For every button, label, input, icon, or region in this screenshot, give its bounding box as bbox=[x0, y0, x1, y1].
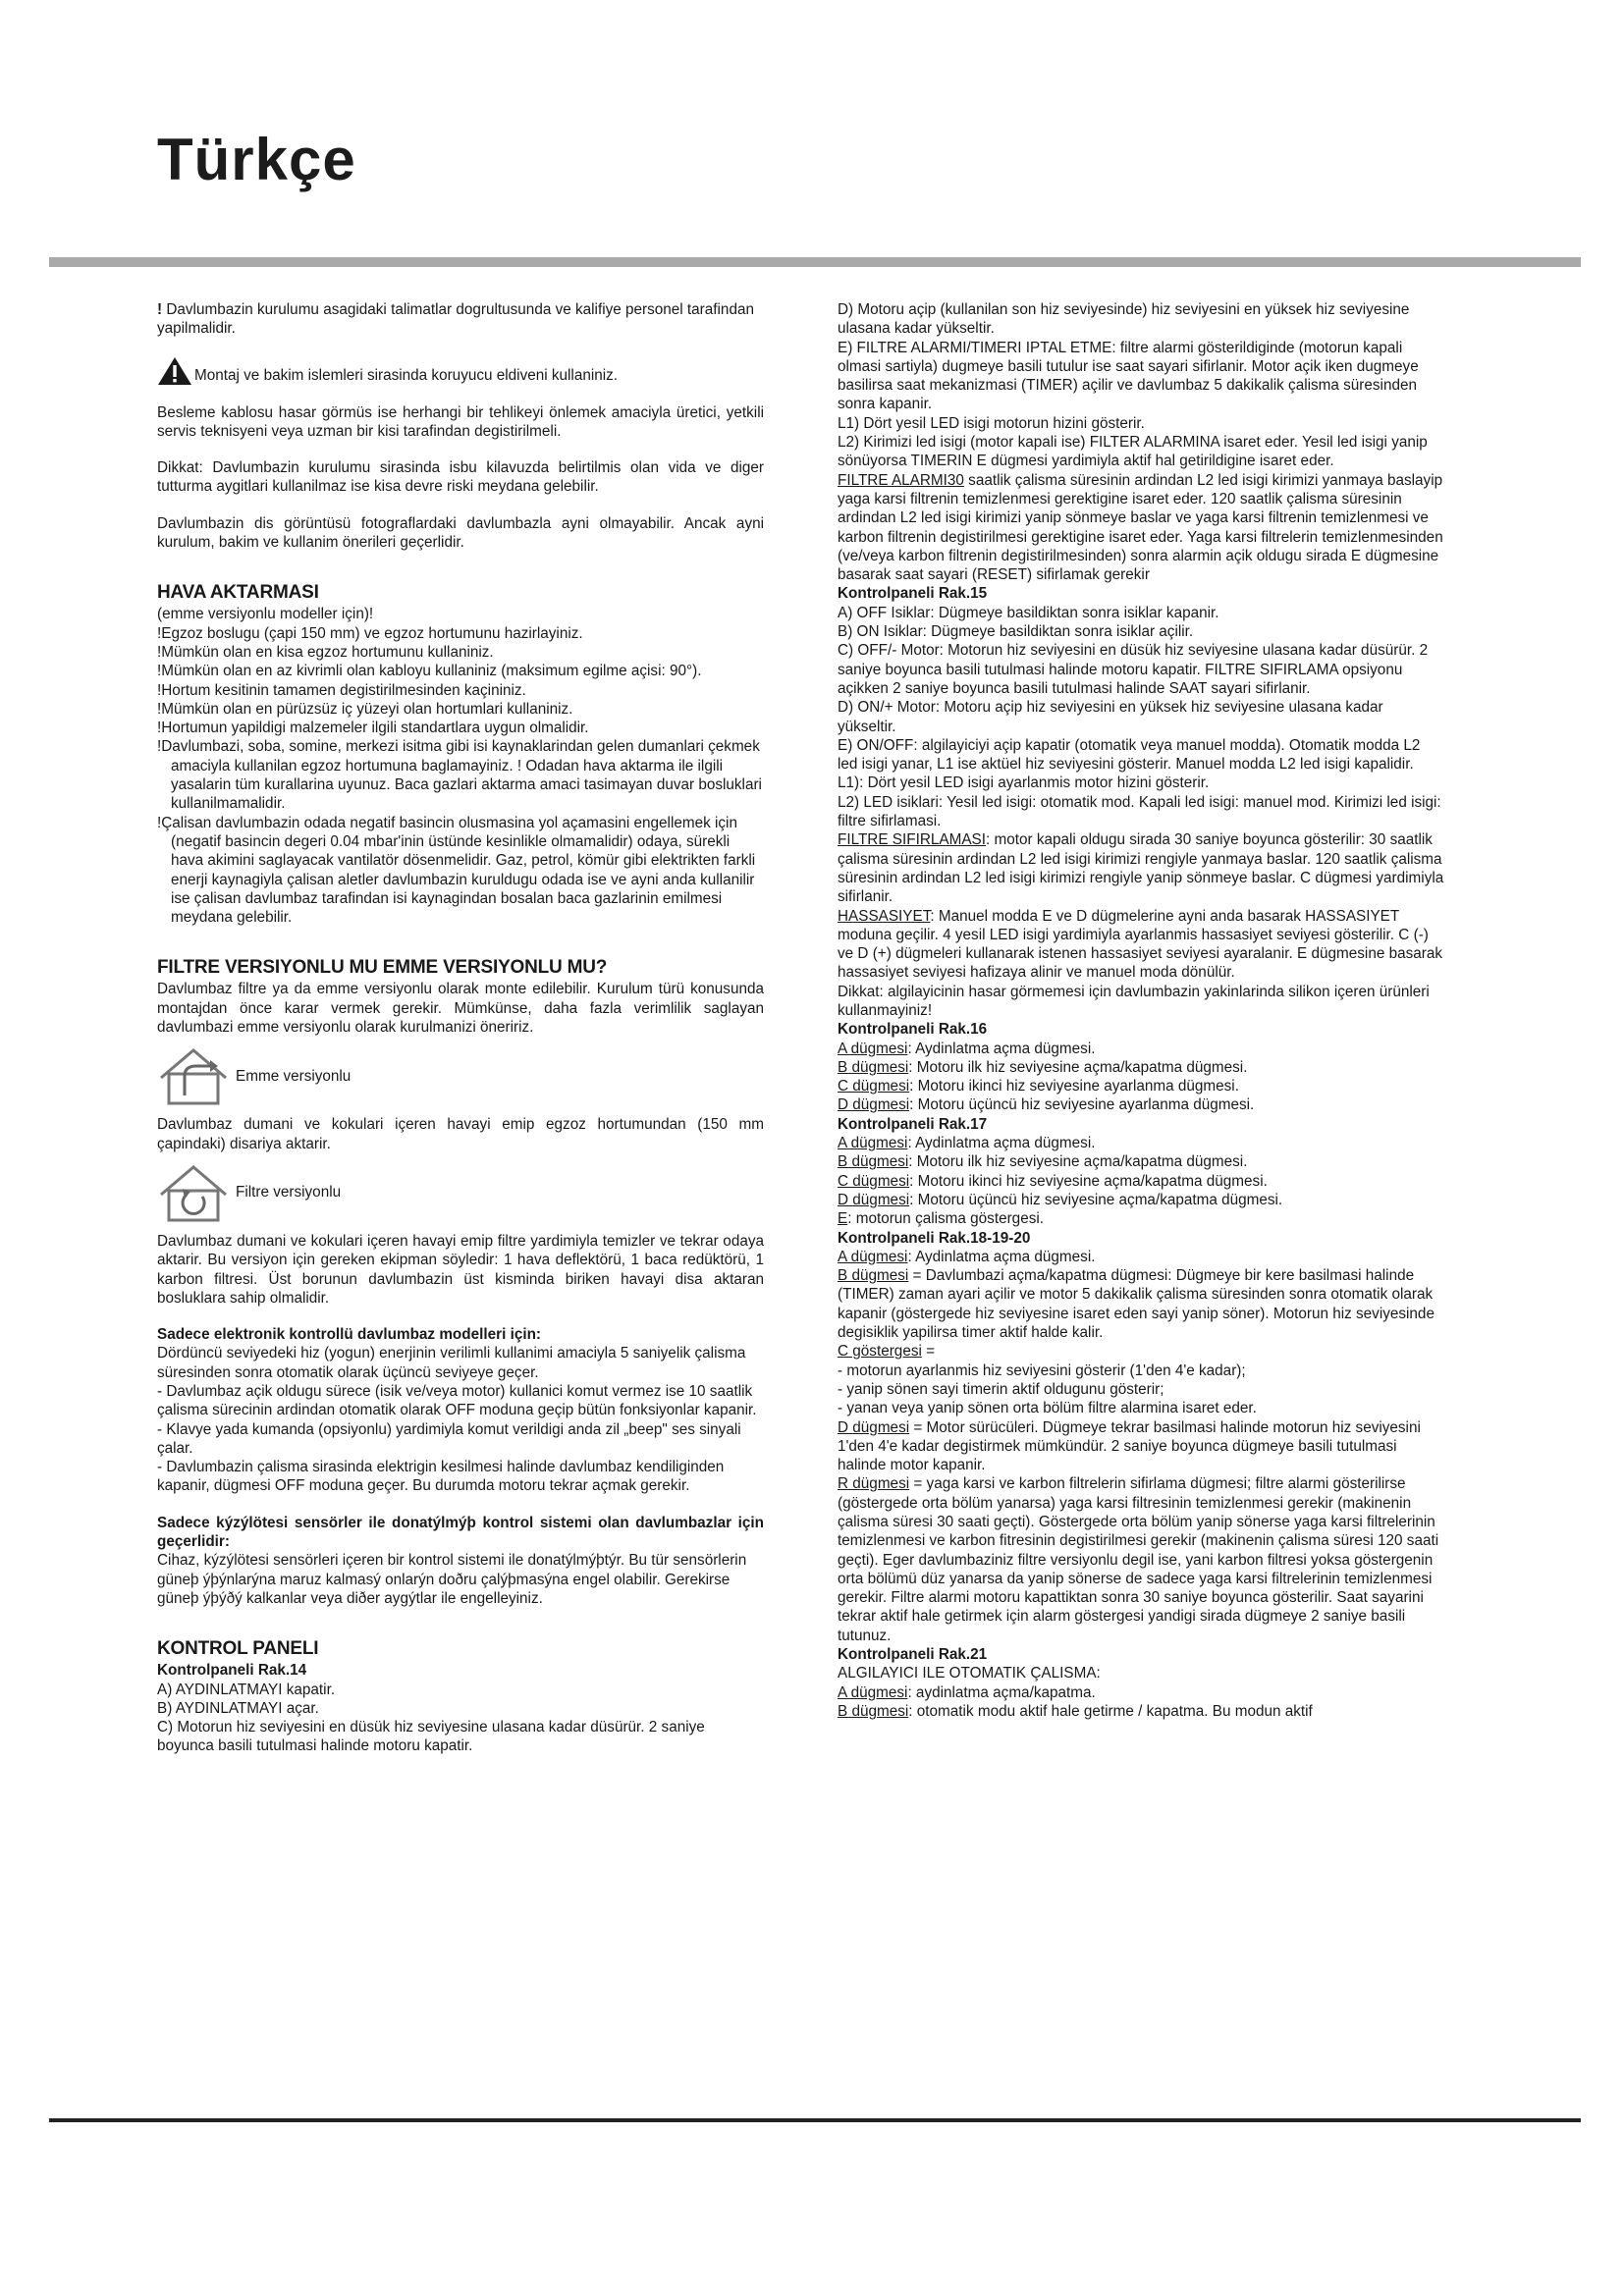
kp15-line: L1): Dört yesil LED isigi ayarlanmis motor hizini gösterir. bbox=[838, 774, 1210, 792]
kp18-a-line: A dügmesi: Aydinlatma açma dügmesi. bbox=[838, 1248, 1096, 1265]
hava-item: !Hortum kesitinin tamamen degistirilmesinden kaçininiz. bbox=[157, 681, 526, 699]
kp18-c-item: - motorun ayarlanmis hiz seviyesini gösterir (1'den 4'e kadar); bbox=[838, 1362, 1246, 1379]
kp15-line: B) ON Isiklar: Dügmeye basildiktan sonra isiklar açilir. bbox=[838, 623, 1194, 641]
emme-version-row bbox=[157, 1044, 764, 1107]
emme-version-label: Emme versiyonlu bbox=[236, 1067, 352, 1085]
kp18-c-item: - yanan veya yanip sönen orta bölüm filtre alarmina isaret eder. bbox=[838, 1400, 1257, 1417]
filter-reset-paragraph: FILTRE SIFIRLAMASI: motor kapali oldugu sirada 30 saniye boyunca gösterilir: 30 saatlik çalisma süresinin ardindan L2 led isigi kirimizi rengiyle yanmaya baslar. 120 saatlik çalisma süresinin ardindan L2 led isigi kirimizi rengiyle yanip sönmeye baslar. C dügmesi yardimiyla sifirlanir. bbox=[838, 831, 1444, 906]
left-column bbox=[157, 300, 764, 1756]
filtre-intro: Davlumbaz filtre ya da emme versiyonlu olarak monte edilebilir. Kurulum türü konusunda montajdan önce karar vermek gerekir. Mümkünse, daha fazla verimlilik saglayan davlumbazi emme versiyonlu olarak kurulmanizi öneririz. bbox=[157, 981, 764, 1037]
bottom-divider bbox=[49, 2118, 1581, 2122]
hava-item: !Çalisan davlumbazin odada negatif basincin olusmasina yol açamasini engellemek için (negatif basincin degeri 0.04 mbar'inin üstünde kesinlikle olmamalidir) odaya, sürekli hava akimini saglayacak vantilatör dösenmelidir. Gaz, petrol, kömür gibi elektrikten farkli enerji kaynagiyla çalisan aletler davlumbazin kuruldugu odada ise ve ayni anda kullanilir ise çalisan davlumbaz tarafindan isi kaynagindan bosalan baca gazlarinin emilmesi meydana gelebilir. bbox=[157, 814, 756, 927]
kp16-line: D dügmesi: Motoru üçüncü hiz seviyesine ayarlanma dügmesi. bbox=[838, 1096, 1255, 1114]
hava-item: !Davlumbazi, soba, somine, merkezi isitma gibi isi kaynaklarindan gelen dumanlari çekmek amaciyla kullanilan egzoz hortumuna baglamayiniz. ! Odadan hava aktarma ile ilgili yasalarin tüm kurallarina uyunuz. Baca gazlari aktarma amaci tasimayan duvar bosluklari kullanilmamalidir. bbox=[157, 738, 762, 813]
kp15-line: A) OFF Isiklar: Dügmeye basildiktan sonra isiklar kapanir. bbox=[838, 604, 1219, 621]
kp14-heading: Kontrolpaneli Rak.14 bbox=[157, 1662, 307, 1680]
electronic-line: - Klavye yada kumanda (opsiyonlu) yardimiyla komut verildigi anda zil „beep" ses sinyali çalar. bbox=[157, 1420, 741, 1457]
kp15-line: C) OFF/- Motor: Motorun hiz seviyesini en düsük hiz seviyesine ulasana kadar düsürür. 2 saniye boyunca basili tutulmasi halinde motoru kapatir. FILTRE SIFIRLAMA opsiyonu açikken 2 saniye boyunca basili tutulmasi halinde SAAT sayari sifirlanir. bbox=[838, 642, 1429, 697]
right-column bbox=[838, 300, 1444, 1721]
kp17-line: D dügmesi: Motoru üçüncü hiz seviyesine açma/kapatma dügmesi. bbox=[838, 1191, 1283, 1208]
sensor-text: Cihaz, kýzýlötesi sensörleri içeren bir kontrol sistemi ile donatýlmýþtýr. Bu tür sensörlerin güneþ ýþýnlarýna maruz kalmasý onlarýn doðru çalýþmasýna engel olabilir. Gerekirse güneþ ýþýðý kalkanlar veya diðer aygýtlar ile engelleyiniz. bbox=[157, 1552, 747, 1607]
filter-alarm-term: FILTRE ALARMI30 bbox=[838, 471, 964, 489]
kp14-line: C) Motorun hiz seviyesini en düsük hiz seviyesine ulasana kadar düsürür. 2 saniye boyunca basili tutulmasi halinde motoru kapatir. bbox=[157, 1719, 705, 1755]
kp14-line: B) AYDINLATMAYI açar. bbox=[157, 1699, 319, 1717]
kp21-subtitle: ALGILAYICI ILE OTOMATIK ÇALISMA: bbox=[838, 1665, 1101, 1682]
intro-paragraph: ! Davlumbazin kurulumu asagidaki talimatlar dogrultusunda ve kalifiye personel tarafindan yapilmalidir. bbox=[157, 301, 754, 338]
kp16-line: C dügmesi: Motoru ikinci hiz seviyesine ayarlanma dügmesi. bbox=[838, 1078, 1239, 1095]
kp21-b-line: B dügmesi: otomatik modu aktif hale getirme / kapatma. Bu modun aktif bbox=[838, 1702, 1313, 1720]
electronic-line: - Davlumbazin çalisma sirasinda elektrigin kesilmesi halinde davlumbaz kendiliginden kapanir, dügmesi OFF moduna geçer. Bu durumda motoru tekrar açmak gerekir. bbox=[157, 1459, 725, 1495]
kontrol-panel-heading: KONTROL PANELI bbox=[157, 1638, 319, 1660]
kp14-line: A) AYDINLATMAYI kapatir. bbox=[157, 1681, 336, 1698]
hava-item: !Mümkün olan en kisa egzoz hortumunu kullaniniz. bbox=[157, 643, 494, 661]
hava-subtitle: (emme versiyonlu modeller için)! bbox=[157, 606, 374, 623]
electronic-heading: Sadece elektronik kontrollü davlumbaz modelleri için: bbox=[157, 1326, 542, 1344]
kp18-c-item: - yanip sönen sayi timerin aktif oldugunu gösterir; bbox=[838, 1380, 1164, 1398]
sensitivity-term: HASSASIYET bbox=[838, 907, 931, 925]
top-divider bbox=[49, 257, 1581, 267]
kp16-line: B dügmesi: Motoru ilk hiz seviyesine açma/kapatma dügmesi. bbox=[838, 1058, 1248, 1076]
d-motor-paragraph: D) Motoru açip (kullanilan son hiz seviyesinde) hiz seviyesini en yüksek hiz seviyesine ulasana kadar yükseltir. bbox=[838, 301, 1410, 338]
appearance-paragraph: Davlumbazin dis görüntüsü fotograflardaki davlumbazla ayni olmayabilir. Ancak ayni kurulum, bakim ve kullanim önerileri geçerlidir. bbox=[157, 514, 764, 552]
dikkat-paragraph: Dikkat: algilayicinin hasar görmemesi için davlumbazin yakinlarinda silikon içeren ürünleri kullanmayiniz! bbox=[838, 983, 1430, 1019]
hava-item: !Mümkün olan en pürüzsüz iç yüzeyi olan hortumlari kullaniniz. bbox=[157, 700, 573, 718]
intro-exclamation: ! bbox=[157, 301, 163, 318]
kp15-line: E) ON/OFF: algilayiciyi açip kapatir (otomatik veya manuel modda). Otomatik modda L2 led isigi yanar, L1 ise aktüel hiz seviyesini gösterir. Manuel modda L2 led isigi kapalidir. bbox=[838, 736, 1421, 774]
filtre-heading: FILTRE VERSIYONLU MU EMME VERSIYONLU MU? bbox=[157, 957, 608, 979]
sensitivity-paragraph: HASSASIYET: Manuel modda E ve D dügmelerine ayni anda basarak HASSASIYET moduna geçilir. 4 yesil LED isigi yardimiyla ayarlanmis hassasiyet seviyesi gösterilir. C (-) ve D (+) dügmeleri kullanarak istenen hassasiyet seviyesi ayaralanir. E dügmesine basarak hassasiyet seviyesi hafizaya alinir ve manuel moda dönülür. bbox=[838, 907, 1443, 982]
filter-reset-term: FILTRE SIFIRLAMASI bbox=[838, 831, 987, 849]
kp18-c-line: C göstergesi = bbox=[838, 1343, 936, 1361]
kp18-r-line: R dügmesi = yaga karsi ve karbon filtrelerin sifirlama dügmesi; filtre alarmi gösterilirse (göstergede orta bölüm yanarsa) yaga karsi filtresinin temizlenmesi gerekir (makinenin çalisma süresi 30 saati geçti). Göstergede orta bölüm yanip sönerse yaga karsi filtrelerinin temizlenmesi ve karbon fitresinin degistirilmesi gerekir (makinenin çalisma süresi 120 saati geçti). Eger davlumbaziniz filtre versiyonlu degil ise, yani karbon filtresi yoksa göstergenin orta bölümü düz yanarsa da yanip sönerse de sadece yaga karsi filtrelerinin temizlenmesi gerekir. Filtre alarmi motoru kapattiktan sonra 30 saniye boyunca gösterilir. Saat sayarini tekrar aktif hale getirmek için alarm göstergesi yandigi sirada dügmeye 2 saniye basili tutunuz. bbox=[838, 1475, 1439, 1644]
electronic-line: - Davlumbaz açik oldugu sürece (isik ve/veya motor) kullanici komut vermez ise 10 saatlik çalisma sürecinin ardindan otomatik olarak OFF moduna geçip bütün fonksiyonlar kapanir. bbox=[157, 1382, 757, 1419]
hava-item: !Egzoz boslugu (çapi 150 mm) ve egzoz hortumunu hazirlayiniz. bbox=[157, 624, 583, 642]
hava-heading: HAVA AKTARMASI bbox=[157, 582, 319, 604]
glove-warning bbox=[157, 356, 764, 386]
kp16-line: A dügmesi: Aydinlatma açma dügmesi. bbox=[838, 1040, 1096, 1057]
exhaust-house-icon bbox=[157, 1044, 230, 1107]
kp15-heading: Kontrolpaneli Rak.15 bbox=[838, 585, 988, 603]
emme-version-text: Davlumbaz dumani ve kokulari içeren havayi emip egzoz hortumundan (150 mm çapindaki) disariya aktarir. bbox=[157, 1116, 764, 1152]
hava-item: !Hortumun yapildigi malzemeler ilgili standartlara uygun olmalidir. bbox=[157, 720, 589, 737]
screws-paragraph: Dikkat: Davlumbazin kurulumu sirasinda isbu kilavuzda belirtilmis olan vida ve diger tutturma aygitlari kullanilmaz ise kisa devre riski meydana gelebilir. bbox=[157, 459, 764, 496]
kp17-heading: Kontrolpaneli Rak.17 bbox=[838, 1115, 988, 1133]
kp17-line: C dügmesi: Motoru ikinci hiz seviyesine açma/kapatma dügmesi. bbox=[838, 1172, 1268, 1190]
hava-item: !Mümkün olan en az kivrimli olan kabloyu kullaniniz (maksimum egilme açisi: 90°). bbox=[157, 663, 702, 680]
kp21-a-line: A dügmesi: aydinlatma açma/kapatma. bbox=[838, 1683, 1096, 1701]
sensor-heading: Sadece kýzýlötesi sensörler ile donatýlmýþ kontrol sistemi olan davlumbazlar için geçerlidir: bbox=[157, 1514, 764, 1551]
l2-paragraph: L2) Kirimizi led isigi (motor kapali ise) FILTER ALARMINA isaret eder. Yesil led isigi yanip sönüyorsa TIMERIN E dügmesi yardimiyla aktif hal getirildigine isaret eder. bbox=[838, 434, 1428, 470]
kp18-heading: Kontrolpaneli Rak.18-19-20 bbox=[838, 1229, 1031, 1247]
filtre-version-row bbox=[157, 1161, 764, 1224]
recirculation-house-icon bbox=[157, 1161, 230, 1224]
kp17-line: A dügmesi: Aydinlatma açma dügmesi. bbox=[838, 1135, 1096, 1152]
electronic-line: Dördüncü seviyedeki hiz (yogun) enerjinin verilimli kullanimi amaciyla 5 saniyelik çalisma süresinden sonra otomatik olarak üçüncü seviyeye geçer. bbox=[157, 1345, 746, 1381]
kp16-heading: Kontrolpaneli Rak.16 bbox=[838, 1021, 988, 1039]
kp18-d-line: D dügmesi = Motor sürücüleri. Dügmeye tekrar basilmasi halinde motorun hiz seviyesini 1'den 4'e kadar degistirmek mümkündür. 2 saniye boyunca dügmeye basili tutulmasi halinde motor kapanir. bbox=[838, 1418, 1421, 1474]
glove-warning-text: Montaj ve bakim islemleri sirasinda koruyucu eldiveni kullaniniz. bbox=[194, 367, 619, 385]
kp17-line: E: motorun çalisma göstergesi. bbox=[838, 1210, 1044, 1228]
warning-triangle-icon bbox=[157, 356, 192, 386]
kp21-heading: Kontrolpaneli Rak.21 bbox=[838, 1646, 988, 1664]
filtre-version-text: Davlumbaz dumani ve kokulari içeren havayi emip filtre yardimiyla temizler ve tekrar odaya aktarir. Bu versiyon için gereken ekipman söyledir: 1 hava deflektörü, 1 baca redüktörü, 1 karbon filtresi. Üst borunun davlumbazin üst kisminda biriken havayi disa aktaran bosluklara sahip olmalidir. bbox=[157, 1232, 764, 1307]
e-filter-alarm-paragraph: E) FILTRE ALARMI/TIMERI IPTAL ETME: filtre alarmi gösterildiginde (motorun kapali olmasi sartiyla) dugmeye basili tutulur ise saat sayari sifirlanir. Motor açik iken dugmeye basilirsa saat mekanizmasi (TIMER) açilir ve davlumbaz 5 dakikalik çalisma süresinden sonra kapanir. bbox=[838, 339, 1419, 413]
cable-paragraph: Besleme kablosu hasar görmüs ise herhangi bir tehlikeyi önlemek amaciyla üretici, yetkili servis teknisyeni veya uzman bir kisi tarafindan degistirilmeli. bbox=[157, 403, 764, 440]
filtre-version-label: Filtre versiyonlu bbox=[236, 1184, 342, 1201]
kp15-line: L2) LED isiklari: Yesil led isigi: otomatik mod. Kapali led isigi: manuel mod. Kirimizi led isigi: filtre sifirlamasi. bbox=[838, 793, 1441, 830]
kp18-b-line: B dügmesi = Davlumbazi açma/kapatma dügmesi: Dügmeye bir kere basilmasi halinde (TIMER) zaman ayari açilir ve motor 5 dakikalik çalisma süresinden sonra otomatik olarak kapanir (göstergede hiz seviyesine isaret eden sayi yanip söner). Motorun hiz seviyesinde degisiklik yapilirsa timer aktif halde kalir. bbox=[838, 1267, 1435, 1342]
kp17-line: B dügmesi: Motoru ilk hiz seviyesine açma/kapatma dügmesi. bbox=[838, 1153, 1248, 1171]
l1-paragraph: L1) Dört yesil LED isigi motorun hizini gösterir. bbox=[838, 414, 1145, 432]
page-title: Türkçe bbox=[157, 127, 356, 192]
kp15-line: D) ON/+ Motor: Motoru açip hiz seviyesini en yüksek hiz seviyesine ulasana kadar yükseltir. bbox=[838, 699, 1383, 735]
filter-alarm-paragraph: FILTRE ALARMI30 saatlik çalisma süresinin ardindan L2 led isigi kirimizi yanmaya baslayip yaga karsi filtrenin temizlenmesi gerektigine isaret eder. 120 saatlik çalisma süresinin ardindan L2 led isigi kirimizi yanip sönmeye baslar ve yaga karsi filtrenin temizlenmesi ve karbon filtrenin degistirilmesi gerektigine isaret eder. Yaga karsi filtrelerin temizlenmesinden (ve/veya karbon filtrenin degistirilmesinden) sonra alarmin açik oldugu sirada E dügmesine basarak saat sayari (RESET) sifirlamak gerekir bbox=[838, 471, 1443, 584]
